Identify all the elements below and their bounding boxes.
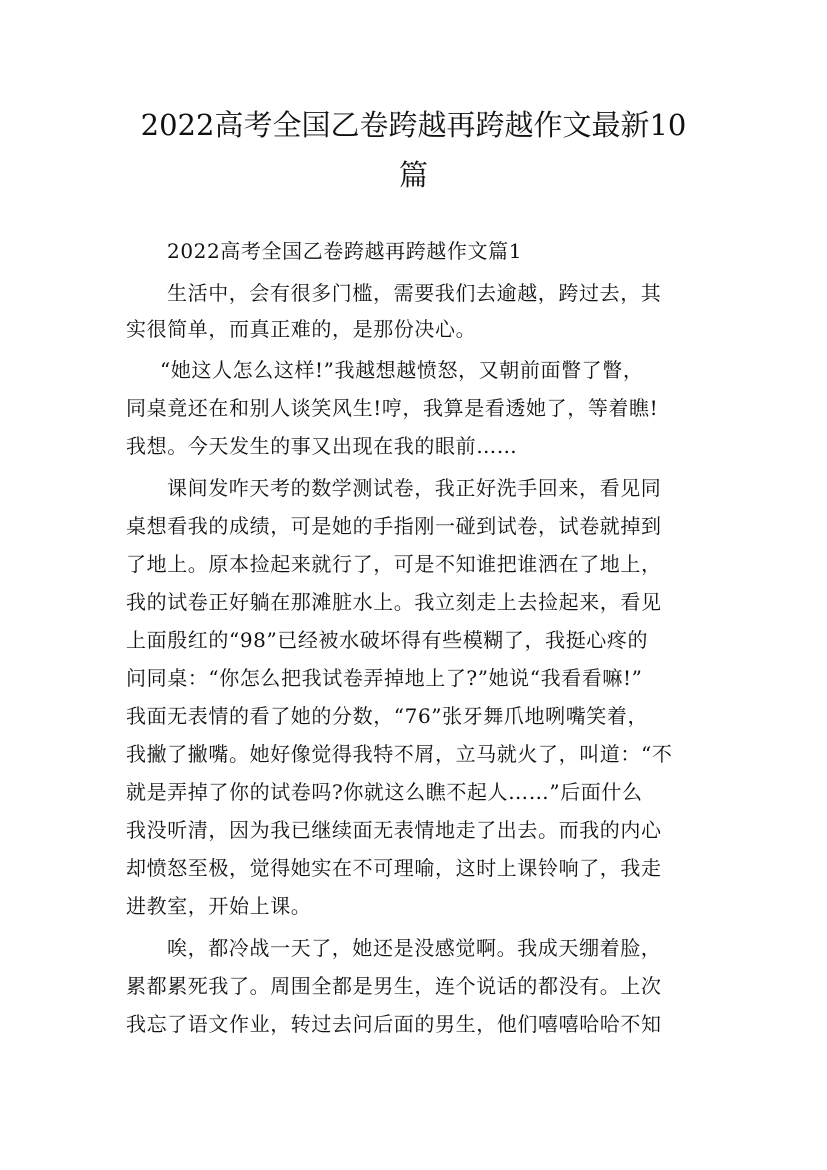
paragraph-line: 课间发咋天考的数学测试卷，我正好洗手回来，看见同 bbox=[167, 476, 662, 500]
paragraph-line: 进教室，开始上课。 bbox=[126, 894, 312, 918]
paragraph-line: 上面殷红的“98”已经被水破坏得有些模糊了，我挺心疼的 bbox=[126, 628, 649, 652]
paragraph-line: 我想。今天发生的事又出现在我的眼前…… bbox=[126, 434, 518, 458]
paragraph-line: 同桌竟还在和别人谈笑风生!哼，我算是看透她了，等着瞧! bbox=[126, 396, 659, 420]
paragraph-line: 唉，都冷战一天了，她还是没感觉啊。我成天绷着脸， bbox=[167, 936, 662, 960]
paragraph-line: 我忘了语文作业，转过去问后面的男生，他们嘻嘻哈哈不知 bbox=[126, 1012, 662, 1036]
title-line-2: 篇 bbox=[398, 158, 428, 192]
paragraph-line: 我的试卷正好躺在那滩脏水上。我立刻走上去捡起来，看见 bbox=[126, 590, 662, 614]
paragraph-line: 我面无表情的看了她的分数，“76”张牙舞爪地咧嘴笑着， bbox=[126, 704, 649, 728]
paragraph-line: 却愤怒至极，觉得她实在不可理喻，这时上课铃响了，我走 bbox=[126, 856, 662, 880]
paragraph-line: 了地上。原本捡起来就行了，可是不知谁把谁洒在了地上， bbox=[126, 552, 662, 576]
paragraph-line: 生活中，会有很多门槛，需要我们去逾越，跨过去，其 bbox=[167, 281, 662, 305]
paragraph-line: “她这人怎么这样!”我越想越愤怒，又朝前面瞥了瞥， bbox=[160, 358, 644, 382]
paragraph-line: 实很简单，而真正难的，是那份决心。 bbox=[126, 317, 477, 341]
paragraph-line: 桌想看我的成绩，可是她的手指刚一碰到试卷，试卷就掉到 bbox=[126, 514, 662, 538]
paragraph-line: 我没听清，因为我已继续面无表情地走了出去。而我的内心 bbox=[126, 818, 662, 842]
paragraph-line: 问同桌：“你怎么把我试卷弄掉地上了?”她说“我看看嘛!” bbox=[126, 666, 643, 690]
paragraph-line: 累都累死我了。周围全都是男生，连个说话的都没有。上次 bbox=[126, 974, 662, 998]
title-line-1: 2022高考全国乙卷跨越再跨越作文最新10 bbox=[140, 108, 687, 142]
section-heading: 2022高考全国乙卷跨越再跨越作文篇1 bbox=[167, 239, 523, 263]
paragraph-line: 我撇了撇嘴。她好像觉得我特不屑，立马就火了，叫道：“不 bbox=[126, 742, 673, 766]
document-title bbox=[110, 100, 717, 200]
paragraph-line: 就是弄掉了你的试卷吗?你就这么瞧不起人……”后面什么 bbox=[126, 780, 643, 804]
